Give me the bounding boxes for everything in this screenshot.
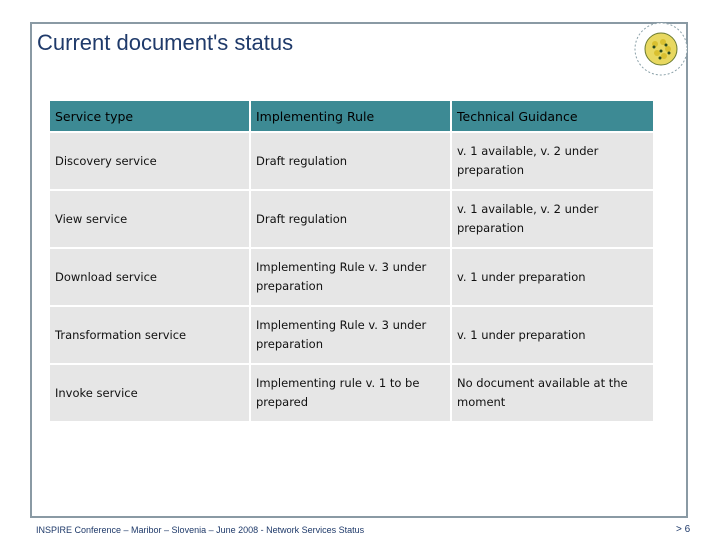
table-cell: Invoke service [50, 364, 250, 422]
table-cell: v. 1 available, v. 2 under preparation [451, 190, 653, 248]
table-cell: v. 1 available, v. 2 under preparation [451, 132, 653, 190]
table-cell: Download service [50, 248, 250, 306]
table-cell: Draft regulation [250, 190, 451, 248]
table-cell: No document available at the moment [451, 364, 653, 422]
table-cell: View service [50, 190, 250, 248]
page-title: Current document's status [37, 30, 294, 55]
table-row [50, 306, 653, 364]
table-header-row [50, 101, 653, 132]
slide-footer: INSPIRE Conference – Maribor – Slovenia – June 2008 - Network Services Status [36, 525, 365, 535]
table-row [50, 248, 653, 306]
document-status-table [50, 101, 653, 423]
header-technical-guidance: Technical Guidance [451, 101, 653, 132]
table-cell: Implementing Rule v. 3 under preparation [250, 306, 451, 364]
inspire-seal-icon [630, 20, 692, 78]
table-cell: v. 1 under preparation [451, 306, 653, 364]
table-cell: Implementing Rule v. 3 under preparation [250, 248, 451, 306]
table-cell: v. 1 under preparation [451, 248, 653, 306]
page-number: > 6 [676, 524, 691, 535]
table-row [50, 132, 653, 190]
table-cell: Draft regulation [250, 132, 451, 190]
table-cell: Discovery service [50, 132, 250, 190]
header-service-type: Service type [50, 101, 250, 132]
table-row [50, 364, 653, 422]
table-row [50, 190, 653, 248]
table-cell: Implementing rule v. 1 to be prepared [250, 364, 451, 422]
header-implementing-rule: Implementing Rule [250, 101, 451, 132]
table-cell: Transformation service [50, 306, 250, 364]
